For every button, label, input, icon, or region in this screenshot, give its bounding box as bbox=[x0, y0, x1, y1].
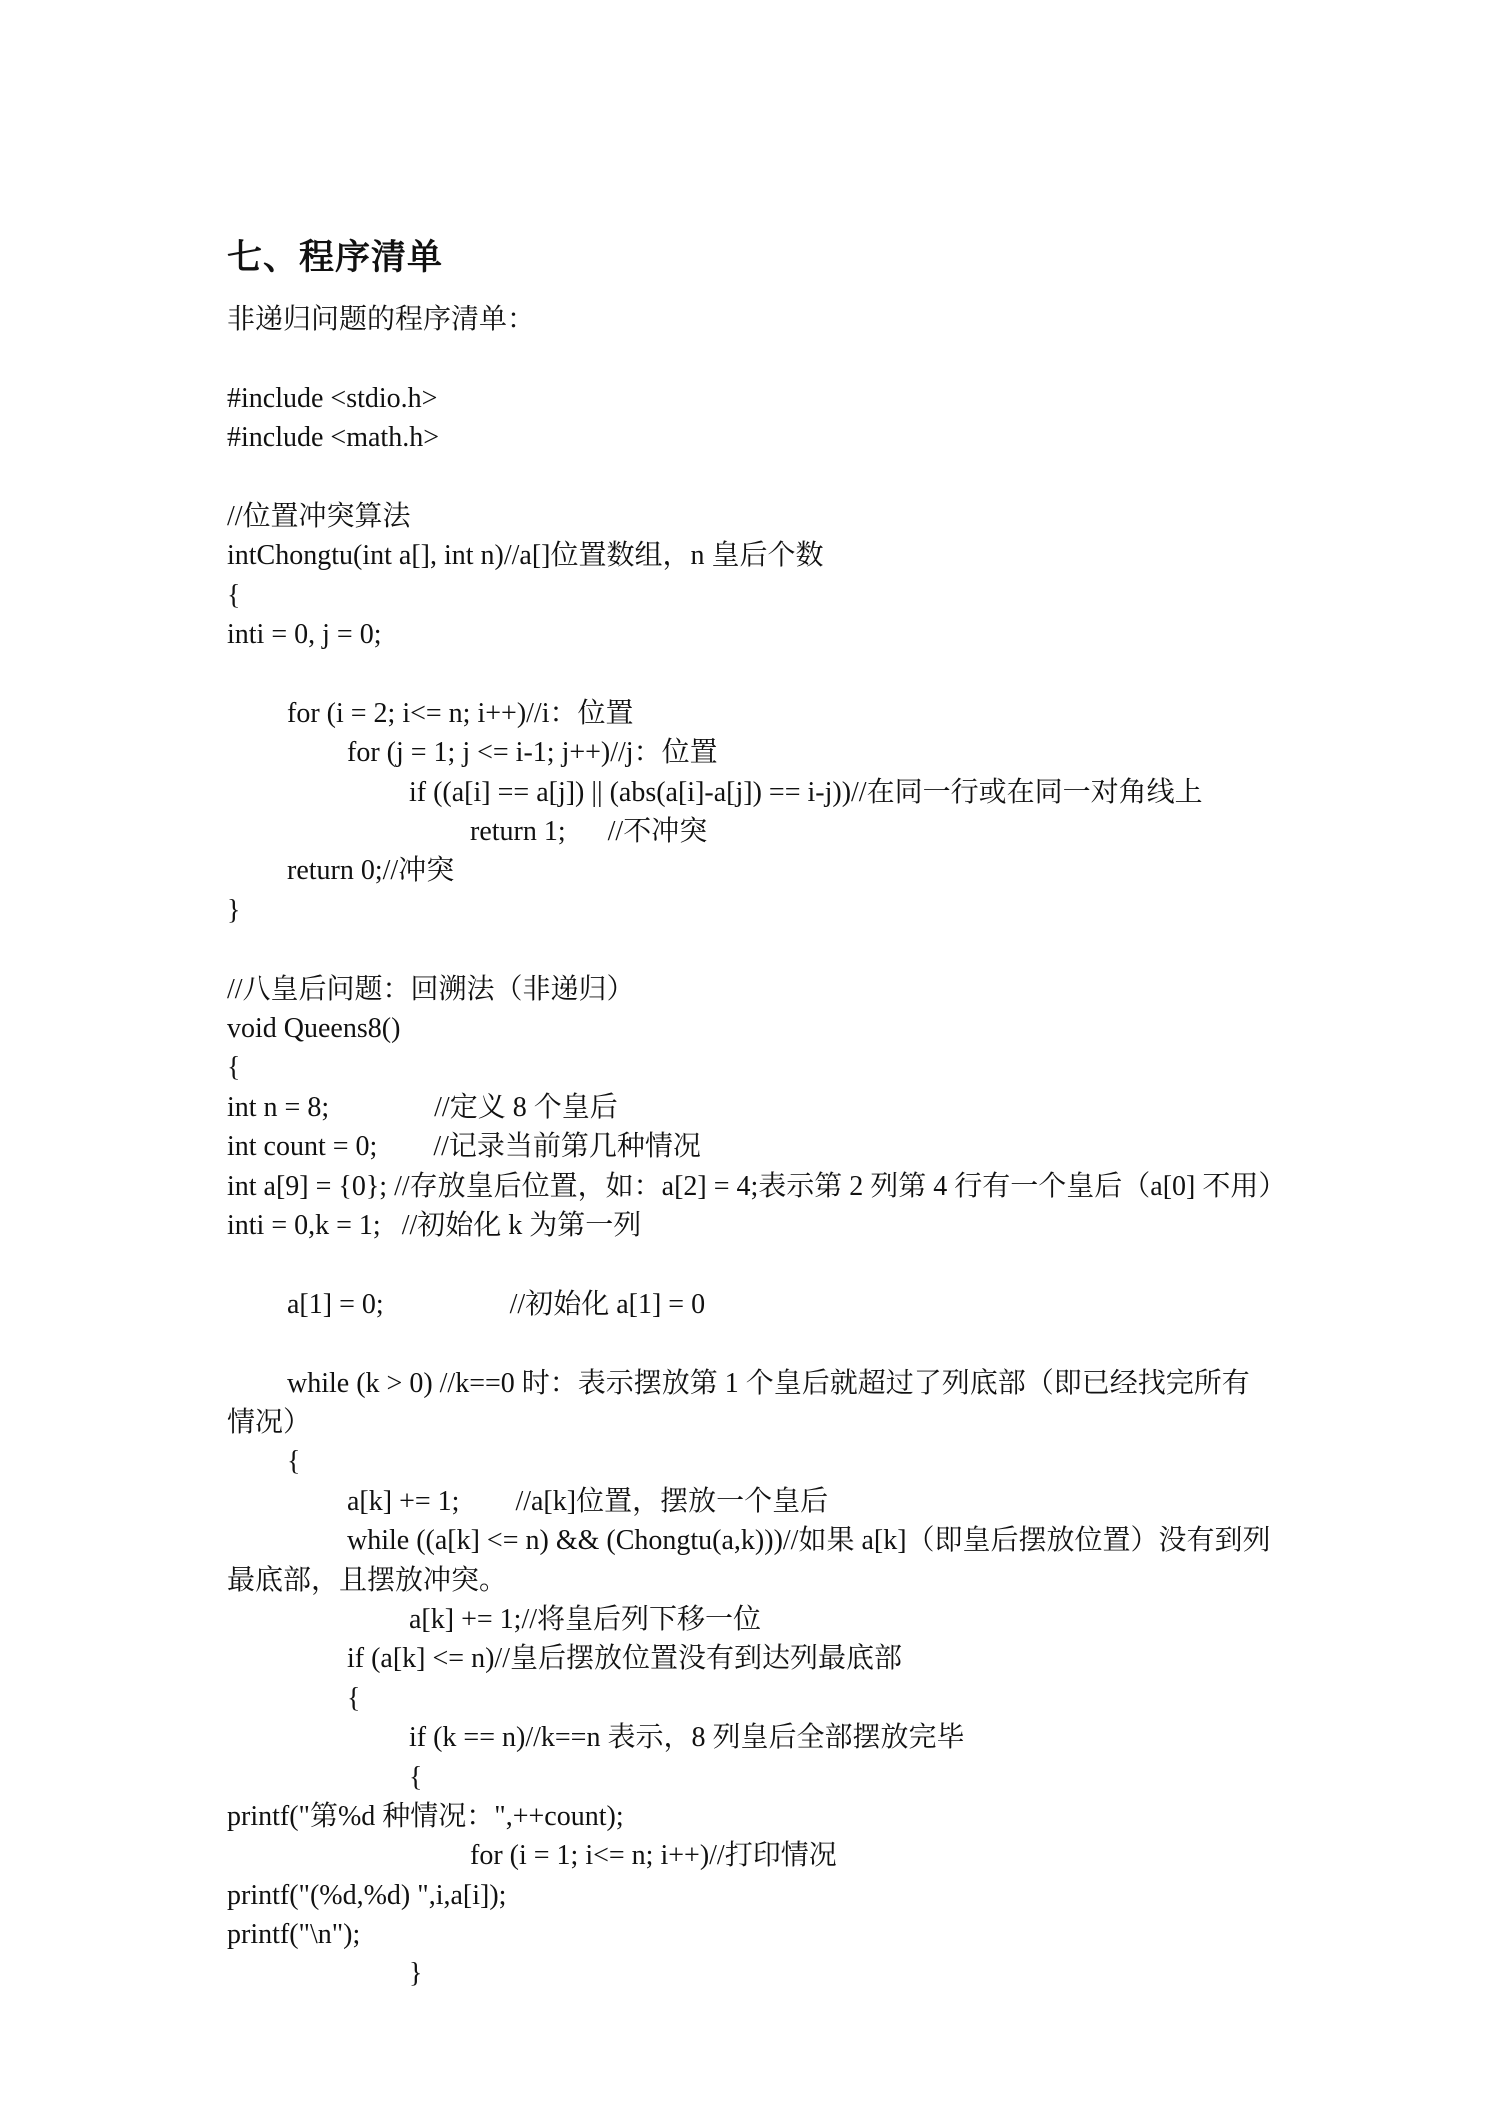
code-line: { bbox=[409, 1761, 423, 1793]
blank-line bbox=[227, 458, 1277, 497]
code-line: return 1; //不冲突 bbox=[470, 816, 708, 848]
code-line: //位置冲突算法 bbox=[227, 500, 411, 532]
code-line: if (a[k] <= n)//皇后摆放位置没有到达列最底部 bbox=[347, 1643, 902, 1675]
code-line: int a[9] = {0}; //存放皇后位置，如：a[2] = 4;表示第 2 列第 4 行有一个皇后（a[0] 不用） bbox=[227, 1170, 1287, 1202]
code-line: #include <stdio.h> bbox=[227, 382, 438, 414]
code-line: while (k > 0) //k==0 时：表示摆放第 1 个皇后就超过了列底部（即已经找完所有情况） bbox=[227, 1367, 1250, 1438]
code-line: void Queens8() bbox=[227, 1013, 401, 1045]
document-body bbox=[227, 300, 1287, 1994]
code-line: for (j = 1; j <= i-1; j++)//j：位置 bbox=[347, 737, 718, 769]
code-line: int n = 8; //定义 8 个皇后 bbox=[227, 1091, 618, 1123]
section-heading: 七、程序清单 bbox=[227, 238, 444, 278]
code-line: inti = 0,k = 1; //初始化 k 为第一列 bbox=[227, 1210, 642, 1241]
code-line: for (i = 1; i<= n; i++)//打印情况 bbox=[470, 1840, 837, 1872]
code-line: a[k] += 1; //a[k]位置，摆放一个皇后 bbox=[347, 1485, 829, 1517]
blank-line bbox=[227, 339, 1277, 378]
code-line: } bbox=[227, 894, 241, 926]
code-line: #include <math.h> bbox=[227, 422, 439, 454]
blank-line bbox=[227, 1245, 1277, 1284]
code-line: for (i = 2; i<= n; i++)//i：位置 bbox=[287, 697, 634, 729]
code-line: while ((a[k] <= n) && (Chongtu(a,k)))//如果 a[k]（即皇后摆放位置）没有到列最底部，且摆放冲突。 bbox=[227, 1525, 1271, 1596]
code-line: a[k] += 1;//将皇后列下移一位 bbox=[409, 1603, 761, 1635]
code-line: int count = 0; //记录当前第几种情况 bbox=[227, 1131, 701, 1163]
code-line: inti = 0, j = 0; bbox=[227, 619, 382, 651]
code-listing bbox=[227, 379, 1287, 1994]
code-line: { bbox=[227, 579, 241, 611]
blank-line bbox=[227, 655, 1277, 694]
code-line: a[1] = 0; //初始化 a[1] = 0 bbox=[287, 1288, 706, 1320]
intro-text: 非递归问题的程序清单： bbox=[227, 304, 536, 335]
code-line: { bbox=[347, 1682, 361, 1714]
code-line: intChongtu(int a[], int n)//a[]位置数组，n 皇后个数 bbox=[227, 540, 824, 572]
code-line: printf("\n"); bbox=[227, 1919, 361, 1951]
blank-line bbox=[227, 1324, 1277, 1363]
code-line: printf("第%d 种情况：",++count); bbox=[227, 1800, 624, 1832]
code-line: return 0;//冲突 bbox=[287, 855, 455, 887]
code-line: } bbox=[409, 1958, 423, 1990]
code-line: if ((a[i] == a[j]) || (abs(a[i]-a[j]) == i-j))//在同一行或在同一对角线上 bbox=[409, 776, 1203, 808]
code-line: { bbox=[227, 1052, 241, 1084]
blank-line bbox=[227, 930, 1277, 969]
code-line: if (k == n)//k==n 表示，8 列皇后全部摆放完毕 bbox=[409, 1722, 965, 1754]
code-line: { bbox=[287, 1446, 301, 1478]
code-line: //八皇后问题：回溯法（非递归） bbox=[227, 973, 635, 1005]
code-line: printf("(%d,%d) ",i,a[i]); bbox=[227, 1879, 507, 1911]
